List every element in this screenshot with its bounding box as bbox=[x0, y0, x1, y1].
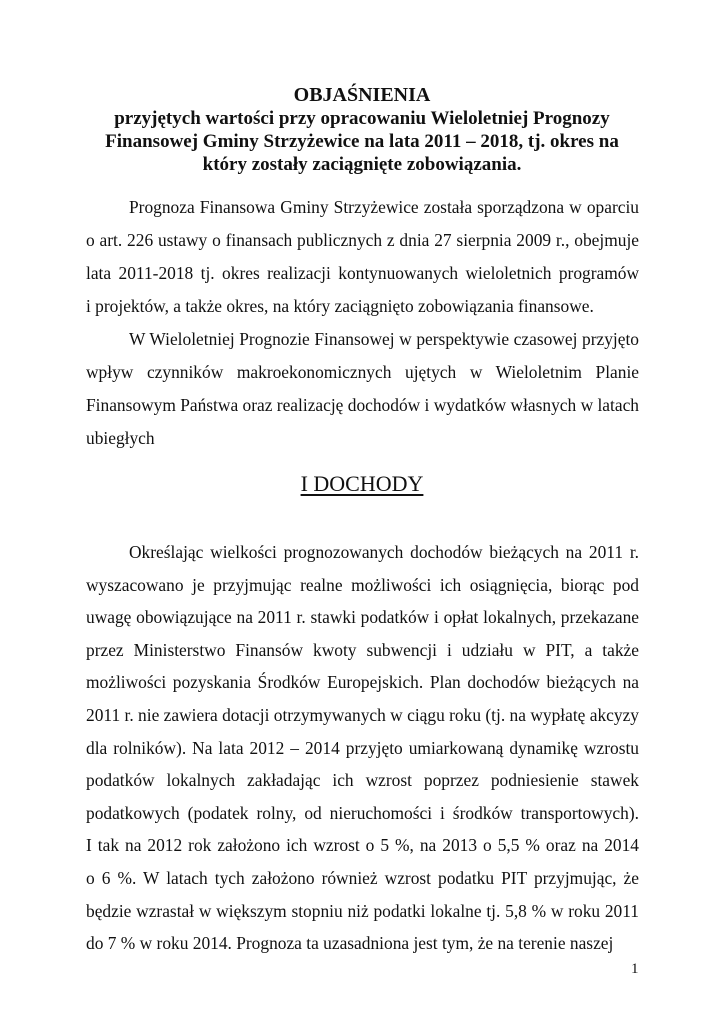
paragraph-line: Określając wielkości prognozowanych dochodów bieżących na 2011 r. bbox=[129, 542, 639, 562]
paragraph-line: do 7 % w roku 2014. Prognoza ta uzasadniona jest tym, że na terenie naszej bbox=[86, 933, 614, 954]
title-line: który zostały zaciągnięte zobowiązania. bbox=[202, 154, 522, 175]
paragraph-line: możliwości pozyskania Środków Europejskich. Plan dochodów bieżących na bbox=[86, 672, 639, 693]
paragraph-line: o art. 226 ustawy o finansach publicznych z dnia 27 sierpnia 2009 r., obejmuje bbox=[86, 230, 639, 250]
document-title bbox=[60, 84, 664, 176]
paragraph-line: uwagę obowiązujące na 2011 r. stawki podatków i opłat lokalnych, przekazane bbox=[86, 607, 639, 628]
paragraph-line: ubiegłych bbox=[86, 428, 155, 448]
paragraph-line: dla rolników). Na lata 2012 – 2014 przyjęto umiarkowaną dynamikę wzrostu bbox=[86, 737, 639, 758]
paragraph-line: Prognoza Finansowa Gminy Strzyżewice została sporządzona w oparciu bbox=[129, 197, 639, 217]
paragraph-line: podatków lokalnych zakładając ich wzrost poprzez podniesienie stawek bbox=[86, 770, 639, 791]
paragraph-line: wyszacowano je przyjmując realne możliwości ich osiągnięcia, biorąc pod bbox=[86, 574, 639, 595]
paragraph-line: będzie wzrastał w większym stopniu niż podatki lokalne tj. 5,8 % w roku 2011 bbox=[86, 900, 639, 921]
paragraph-line: przez Ministerstwo Finansów kwoty subwencji i udziału w PIT, a także bbox=[86, 639, 639, 660]
paragraph-line: podatkowych (podatek rolny, od nieruchomości i środków transportowych). bbox=[86, 802, 639, 823]
paragraph-line: Finansowym Państwa oraz realizację dochodów i wydatków własnych w latach bbox=[86, 395, 639, 415]
paragraph-line: W Wieloletniej Prognozie Finansowej w perspektywie czasowej przyjęto bbox=[129, 329, 639, 349]
title-line: Finansowej Gminy Strzyżewice na lata 2011 – 2018, tj. okres na bbox=[105, 131, 619, 152]
paragraph-line: lata 2011-2018 tj. okres realizacji kontynuowanych wieloletnich programów bbox=[86, 263, 639, 283]
paragraph-line: I tak na 2012 rok założono ich wzrost o 5 %, na 2013 o 5,5 % oraz na 2014 bbox=[86, 835, 639, 856]
paragraph-line: wpływ czynników makroekonomicznych ujętych w Wieloletnim Planie bbox=[86, 362, 639, 382]
paragraph-line: 2011 r. nie zawiera dotacji otrzymywanych w ciągu roku (tj. na wypłatę akcyzy bbox=[86, 705, 639, 725]
section-heading: I DOCHODY bbox=[300, 471, 424, 496]
paragraph-line: i projektów, a także okres, na który zaciągnięto zobowiązania finansowe. bbox=[86, 296, 594, 316]
title-line: przyjętych wartości przy opracowaniu Wieloletniej Prognozy bbox=[114, 108, 610, 129]
paragraph-line: o 6 %. W latach tych założono również wzrost podatku PIT przyjmując, że bbox=[86, 868, 639, 888]
title-heading: OBJAŚNIENIA bbox=[293, 84, 431, 106]
page-number: 1 bbox=[631, 961, 639, 977]
